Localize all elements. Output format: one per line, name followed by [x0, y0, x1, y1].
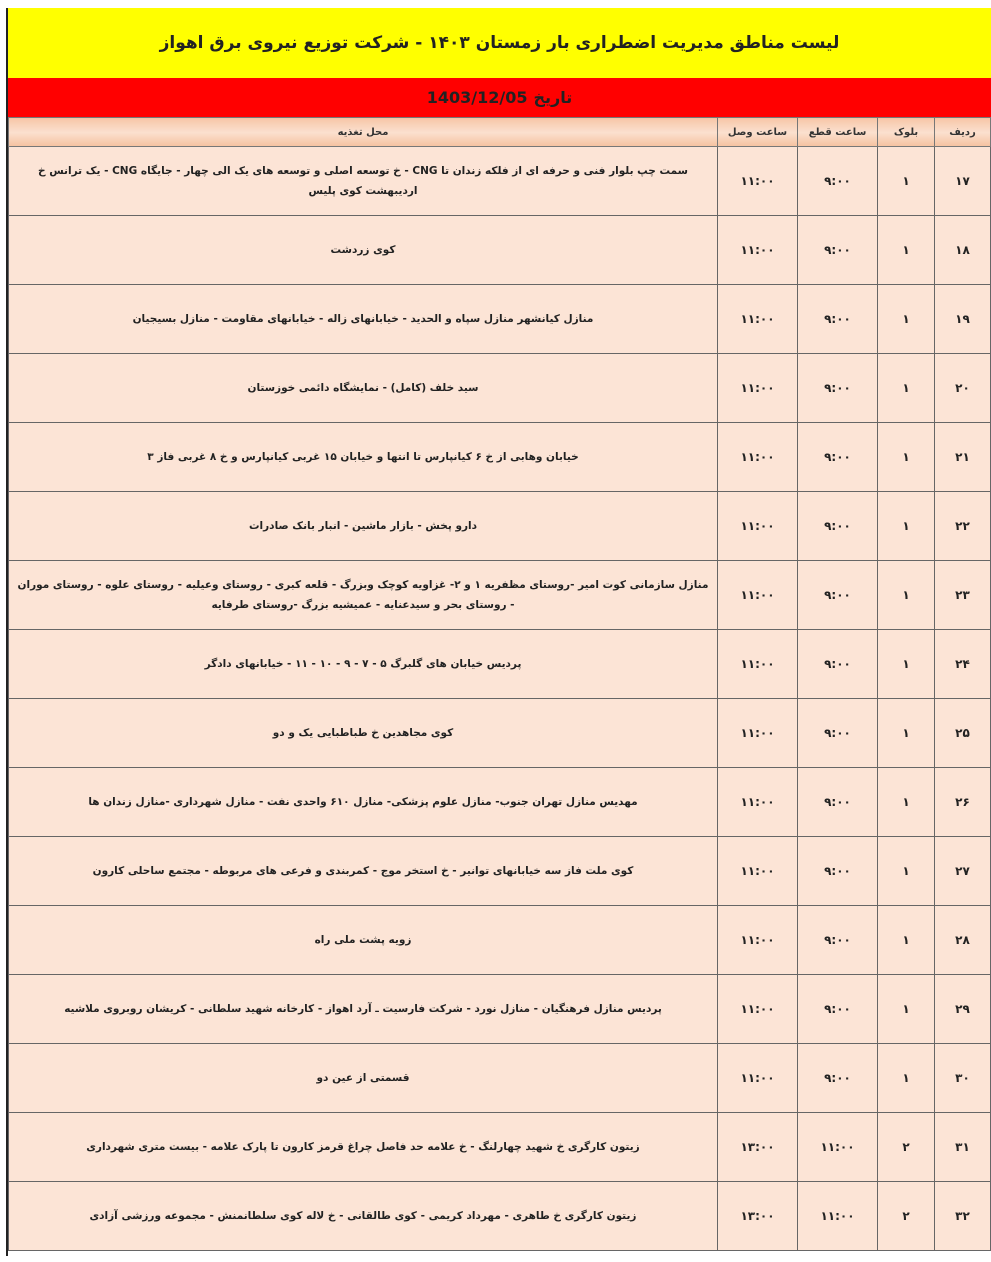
date-label: تاریخ	[533, 88, 573, 107]
row-number: ۲۶	[935, 768, 991, 837]
connect-time: ۱۱:۰۰	[718, 492, 798, 561]
table-row	[9, 837, 991, 906]
block-number: ۱	[878, 1044, 935, 1113]
cut-time: ۹:۰۰	[798, 837, 878, 906]
location: خیابان وهابی از خ ۶ کیانپارس تا انتها و خیابان ۱۵ غربی کیانپارس و خ ۸ غربی فاز ۳	[9, 423, 718, 492]
location: دارو پخش - بازار ماشین - انبار بانک صادرات	[9, 492, 718, 561]
location: قسمتی از عین دو	[9, 1044, 718, 1113]
document-title: لیست مناطق مدیریت اضطراری بار زمستان ۱۴۰۳ - شرکت توزیع نیروی برق اهواز	[8, 8, 991, 78]
col-row: ردیف	[935, 118, 991, 147]
row-number: ۲۳	[935, 561, 991, 630]
connect-time: ۱۱:۰۰	[718, 423, 798, 492]
table-header-row	[9, 118, 991, 147]
connect-time: ۱۱:۰۰	[718, 147, 798, 216]
row-number: ۳۱	[935, 1113, 991, 1182]
row-number: ۲۱	[935, 423, 991, 492]
connect-time: ۱۱:۰۰	[718, 1044, 798, 1113]
connect-time: ۱۱:۰۰	[718, 630, 798, 699]
table-row	[9, 630, 991, 699]
cut-time: ۹:۰۰	[798, 147, 878, 216]
row-number: ۲۷	[935, 837, 991, 906]
table-row	[9, 285, 991, 354]
table-row	[9, 1182, 991, 1251]
table-row	[9, 492, 991, 561]
outage-table	[8, 117, 991, 1251]
connect-time: ۱۳:۰۰	[718, 1113, 798, 1182]
row-number: ۲۲	[935, 492, 991, 561]
location: مهدیس منازل تهران جنوب- منازل علوم پزشکی- منازل ۶۱۰ واحدی نفت - منازل شهرداری -منازل زندان ها	[9, 768, 718, 837]
cut-time: ۹:۰۰	[798, 1044, 878, 1113]
location: منازل کیانشهر منازل سپاه و الحدید - خیابانهای زاله - خیابانهای مقاومت - منازل بسیجیان	[9, 285, 718, 354]
table-row	[9, 699, 991, 768]
connect-time: ۱۱:۰۰	[718, 354, 798, 423]
block-number: ۱	[878, 285, 935, 354]
connect-time: ۱۱:۰۰	[718, 699, 798, 768]
connect-time: ۱۱:۰۰	[718, 975, 798, 1044]
date-value: 1403/12/05	[426, 88, 528, 107]
row-number: ۳۲	[935, 1182, 991, 1251]
block-number: ۱	[878, 768, 935, 837]
block-number: ۱	[878, 354, 935, 423]
cut-time: ۱۱:۰۰	[798, 1182, 878, 1251]
col-connect-time: ساعت وصل	[718, 118, 798, 147]
cut-time: ۹:۰۰	[798, 699, 878, 768]
block-number: ۲	[878, 1182, 935, 1251]
row-number: ۲۸	[935, 906, 991, 975]
location: پردیس خیابان های گلبرگ ۵ - ۷ - ۹ - ۱۰ - ۱۱ - خیابانهای دادگر	[9, 630, 718, 699]
table-row	[9, 561, 991, 630]
row-number: ۲۴	[935, 630, 991, 699]
block-number: ۱	[878, 492, 935, 561]
table-row	[9, 1044, 991, 1113]
connect-time: ۱۳:۰۰	[718, 1182, 798, 1251]
location: پردیس منازل فرهنگیان - منازل نورد - شرکت فارسیت ـ آرد اهواز - کارخانه شهید سلطانی - کریشان روبروی ملاشیه	[9, 975, 718, 1044]
cut-time: ۹:۰۰	[798, 423, 878, 492]
cut-time: ۹:۰۰	[798, 561, 878, 630]
block-number: ۱	[878, 906, 935, 975]
block-number: ۲	[878, 1113, 935, 1182]
cut-time: ۹:۰۰	[798, 354, 878, 423]
block-number: ۱	[878, 837, 935, 906]
location: کوی مجاهدین خ طباطبایی یک و دو	[9, 699, 718, 768]
col-location: محل تغذیه	[9, 118, 718, 147]
table-row	[9, 423, 991, 492]
connect-time: ۱۱:۰۰	[718, 906, 798, 975]
row-number: ۱۷	[935, 147, 991, 216]
block-number: ۱	[878, 216, 935, 285]
connect-time: ۱۱:۰۰	[718, 285, 798, 354]
block-number: ۱	[878, 147, 935, 216]
location: کوی ملت فاز سه خیابانهای توانیر - خ استخر موج - کمربندی و فرعی های مربوطه - مجتمع ساحلی کارون	[9, 837, 718, 906]
block-number: ۱	[878, 423, 935, 492]
table-row	[9, 975, 991, 1044]
cut-time: ۹:۰۰	[798, 768, 878, 837]
col-block: بلوک	[878, 118, 935, 147]
cut-time: ۹:۰۰	[798, 975, 878, 1044]
block-number: ۱	[878, 699, 935, 768]
block-number: ۱	[878, 975, 935, 1044]
location: زیتون کارگری خ شهید چهارلنگ - خ علامه حد فاصل چراغ قرمز کارون تا پارک علامه - بیست متری شهرداری	[9, 1113, 718, 1182]
connect-time: ۱۱:۰۰	[718, 216, 798, 285]
location: سمت چپ بلوار فنی و حرفه ای از فلکه زندان تا CNG - خ توسعه اصلی و توسعه های یک الی چهار - جایگاه CNG - یک ترانس خ اردیبهشت کوی پلیس	[9, 147, 718, 216]
connect-time: ۱۱:۰۰	[718, 837, 798, 906]
location: کوی زردشت	[9, 216, 718, 285]
location: سید خلف (کامل) - نمایشگاه دائمی خوزستان	[9, 354, 718, 423]
table-row	[9, 354, 991, 423]
row-number: ۱۸	[935, 216, 991, 285]
location: زیتون کارگری خ طاهری - مهرداد کریمی - کوی طالقانی - خ لاله کوی سلطانمنش - مجموعه ورزشی آزادی	[9, 1182, 718, 1251]
col-cut-time: ساعت قطع	[798, 118, 878, 147]
cut-time: ۹:۰۰	[798, 492, 878, 561]
cut-time: ۹:۰۰	[798, 630, 878, 699]
table-row	[9, 768, 991, 837]
cut-time: ۹:۰۰	[798, 216, 878, 285]
row-number: ۱۹	[935, 285, 991, 354]
connect-time: ۱۱:۰۰	[718, 561, 798, 630]
table-row	[9, 147, 991, 216]
row-number: ۳۰	[935, 1044, 991, 1113]
cut-time: ۹:۰۰	[798, 906, 878, 975]
table-row	[9, 1113, 991, 1182]
row-number: ۲۰	[935, 354, 991, 423]
cut-time: ۹:۰۰	[798, 285, 878, 354]
table-row	[9, 216, 991, 285]
row-number: ۲۵	[935, 699, 991, 768]
table-row	[9, 906, 991, 975]
block-number: ۱	[878, 630, 935, 699]
row-number: ۲۹	[935, 975, 991, 1044]
date-banner	[8, 78, 991, 117]
cut-time: ۱۱:۰۰	[798, 1113, 878, 1182]
location: منازل سازمانی کوت امیر -روستای مظفریه ۱ و ۲- غزاویه کوچک وبزرگ - قلعه کبری - روستای وعیلیه - روستای علوه - روستای موران - روستای بحر و سیدعنایه - عمیشیه بزرگ -روستای طرفایه	[9, 561, 718, 630]
block-number: ۱	[878, 561, 935, 630]
location: زویه پشت ملی راه	[9, 906, 718, 975]
connect-time: ۱۱:۰۰	[718, 768, 798, 837]
